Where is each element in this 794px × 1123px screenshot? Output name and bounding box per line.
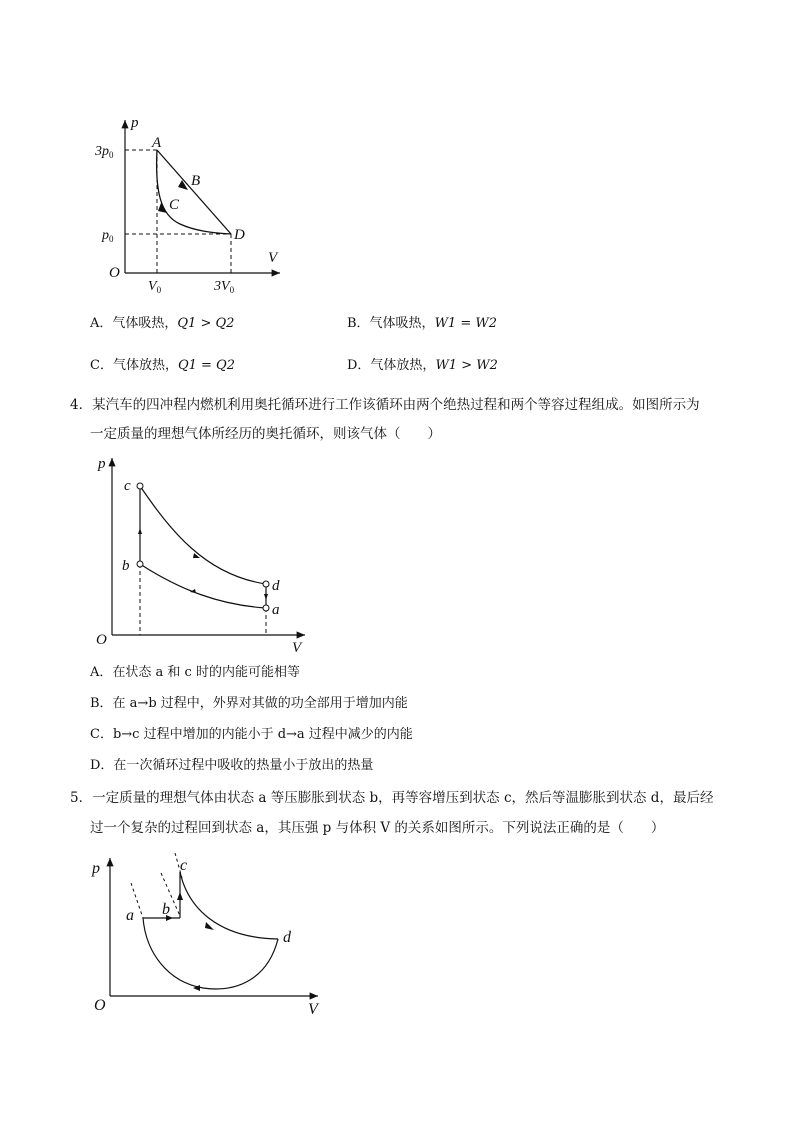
tick-V0: V bbox=[148, 279, 157, 294]
q3-option-b[interactable]: B．气体吸热，W1 = W2 bbox=[347, 316, 497, 331]
svg-text:p0: $p_0$ bbox=[102, 228, 114, 244]
point-B: B bbox=[191, 173, 201, 189]
svg-text:3V0: $3V_0$ bbox=[214, 279, 235, 295]
svg-text:O: O bbox=[94, 997, 106, 1014]
curve-cd bbox=[180, 872, 278, 939]
q5-number: 5． bbox=[70, 790, 93, 806]
q4-option-b[interactable]: B．在 a→b 过程中，外界对其做的功全部用于增加内能 bbox=[90, 696, 408, 711]
q4-option-d[interactable]: D．在一次循环过程中吸收的热量小于放出的热量 bbox=[90, 758, 374, 773]
origin-label: O bbox=[109, 265, 120, 281]
q3-option-d[interactable]: D．气体放热，W1 > W2 bbox=[347, 358, 498, 373]
svg-text:V: V bbox=[308, 1001, 318, 1018]
label-a: a bbox=[272, 602, 280, 618]
label-d: d bbox=[283, 929, 291, 946]
formula: Q1 > Q2 bbox=[177, 316, 235, 331]
point-D: D bbox=[234, 227, 245, 243]
figure-otto-cycle bbox=[90, 450, 315, 655]
tick-3V0: 3V bbox=[214, 279, 230, 294]
q3-option-c[interactable]: C．气体放热，Q1 = Q2 bbox=[90, 358, 235, 373]
q3-option-a[interactable]: A．气体吸热，Q1 > Q2 bbox=[90, 316, 235, 331]
q4-option-a[interactable]: A．在状态 a 和 c 时的内能可能相等 bbox=[90, 665, 300, 680]
tick-p0: p bbox=[102, 228, 109, 243]
svg-text:O: O bbox=[96, 632, 107, 648]
svg-text:p: p bbox=[92, 860, 100, 877]
formula: W1 > W2 bbox=[435, 358, 498, 373]
figure-pv-cycle-q5 bbox=[88, 848, 328, 1018]
q4-number: 4． bbox=[70, 397, 93, 413]
label-d: d bbox=[272, 578, 280, 594]
path-abd bbox=[157, 150, 231, 234]
svg-text:p: p bbox=[98, 456, 106, 472]
point-C: C bbox=[169, 197, 180, 213]
q4-option-c[interactable]: C．b→c 过程中增加的内能小于 d→a 过程中减少的内能 bbox=[90, 727, 413, 742]
curve-cd bbox=[140, 486, 266, 584]
label-c: c bbox=[124, 478, 131, 494]
curve-ba bbox=[140, 564, 266, 608]
label-c: c bbox=[180, 857, 188, 874]
formula: W1 = W2 bbox=[434, 316, 497, 331]
q4-stem-line1: 4．某汽车的四冲程内燃机利用奥托循环进行工作该循环由两个绝热过程和两个等容过程组成。如图所示为 bbox=[70, 397, 700, 413]
svg-text:3p0: $3p_0$ bbox=[95, 144, 114, 160]
svg-text:V: V bbox=[292, 640, 302, 655]
svg-text:V0: $V_0$ bbox=[148, 279, 162, 295]
x-label: V bbox=[268, 250, 278, 266]
tick-3p0: 3p bbox=[95, 144, 109, 159]
q5-stem-line1: 5．一定质量的理想气体由状态 a 等压膨胀到状态 b，再等容增压到状态 c，然后等温膨胀到状态 d，最后经 bbox=[70, 790, 714, 806]
figure-pv-abcd bbox=[85, 105, 300, 305]
label-b: b bbox=[162, 901, 170, 918]
y-label: p bbox=[131, 115, 139, 131]
label-b: b bbox=[122, 558, 130, 574]
q5-stem-line2: 过一个复杂的过程回到状态 a，其压强 p 与体积 V 的关系如图所示。下列说法正确的是（ ） bbox=[90, 820, 665, 836]
formula: Q1 = Q2 bbox=[177, 358, 235, 373]
point-A: A bbox=[152, 135, 162, 151]
q4-stem-line2: 一定质量的理想气体所经历的奥托循环，则该气体（ ） bbox=[90, 426, 441, 442]
label-a: a bbox=[126, 907, 134, 924]
